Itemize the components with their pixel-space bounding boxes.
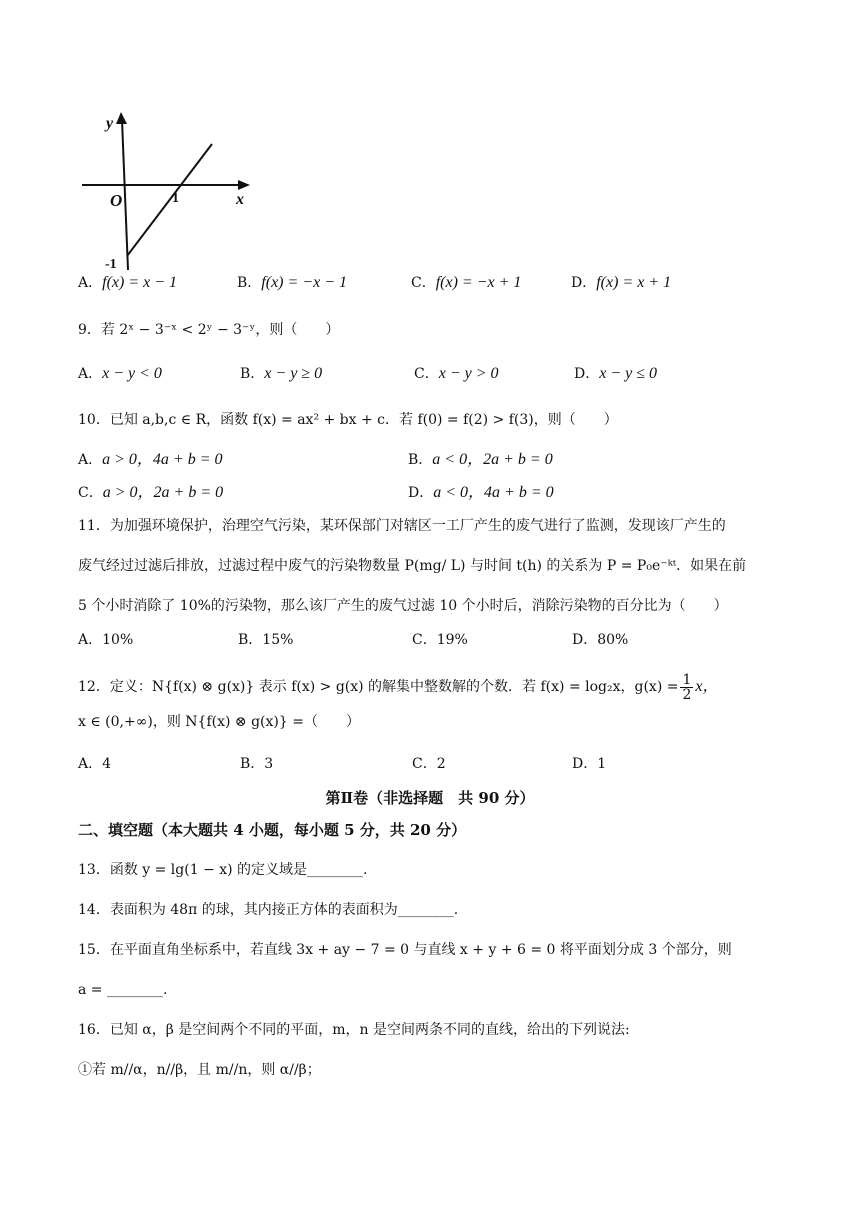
part-title: 二、填空题（本大题共 4 小题，每小题 5 分，共 20 分） [78, 821, 467, 839]
function-graph [80, 108, 256, 276]
one-half-fraction [680, 673, 693, 702]
option-text: 1 [597, 756, 607, 772]
y-axis [122, 120, 128, 270]
q10-option-c[interactable] [78, 483, 223, 503]
option-text: x − y < 0 [102, 365, 162, 382]
option-text: a < 0，2a + b = 0 [432, 451, 553, 468]
q14: 14．表面积为 48π 的球，其内接正方体的表面积为________. [78, 902, 459, 918]
option-letter: A． [78, 632, 103, 648]
q9-option-a[interactable] [78, 364, 162, 384]
option-text: x − y > 0 [438, 365, 499, 382]
fraction-denominator: 2 [682, 686, 692, 703]
q15-line-1: 15．在平面直角坐标系中，若直线 3x + ay − 7 = 0 与直线 x + y + 6 = 0 将平面划分成 3 个部分，则 [78, 942, 732, 958]
option-letter: D． [571, 275, 597, 291]
q11-option-a[interactable] [78, 630, 133, 650]
y-tick-label: -1 [105, 257, 117, 272]
q10-stem: 10．已知 a,b,c ∈ R，函数 f(x) = ax² + bx + c．若 f(0) = f(2) > f(3)，则（ ） [78, 412, 618, 428]
option-text: 2 [436, 756, 446, 772]
x-axis-label: x [236, 191, 244, 208]
option-text: x − y ≤ 0 [599, 365, 658, 382]
q9-option-d[interactable] [574, 364, 657, 384]
q12-option-b[interactable] [240, 754, 273, 774]
q11-line-3: 5 个小时消除了 10%的污染物，那么该厂产生的废气过滤 10 个小时后，消除污染物的百分比为（ ） [78, 598, 728, 614]
y-axis-arrow [116, 112, 127, 124]
option-letter: B． [408, 452, 433, 468]
option-text: 80% [597, 632, 629, 648]
q16-line-2: ①若 m//α，n//β，且 m//n，则 α//β； [78, 1062, 321, 1078]
y-axis-label: y [106, 115, 114, 132]
option-text: f(x) = −x − 1 [261, 274, 347, 291]
option-text: f(x) = x − 1 [102, 274, 178, 291]
option-letter: C． [414, 366, 439, 382]
x-tick-label: 1 [172, 191, 179, 206]
option-text: f(x) = −x + 1 [435, 274, 522, 291]
q12-option-a[interactable] [78, 754, 111, 774]
q8-option-c[interactable] [411, 273, 521, 293]
q9-option-c[interactable] [414, 364, 499, 384]
option-text: a > 0，4a + b = 0 [102, 451, 223, 468]
q12-text-b: x， [695, 678, 719, 695]
q12-text-a: 12．定义：N{f(x) ⊗ g(x)} 表示 f(x) > g(x) 的解集中整数解的个数．若 f(x) = log₂x，g(x) = [78, 679, 679, 695]
q8-option-d[interactable] [571, 273, 671, 293]
q15-line-2: a = ________. [78, 982, 168, 998]
option-letter: B． [237, 275, 262, 291]
option-letter: C． [412, 756, 437, 772]
q12-line-2: x ∈ (0,+∞)，则 N{f(x) ⊗ g(x)} =（ ） [78, 714, 360, 730]
q16-line-1: 16．已知 α，β 是空间两个不同的平面，m，n 是空间两条不同的直线，给出的下列说法: [78, 1022, 630, 1038]
option-letter: C． [412, 632, 437, 648]
q8-option-a[interactable] [78, 273, 177, 293]
q11-line-2: 废气经过过滤后排放，过滤过程中废气的污染物数量 P(mg/ L) 与时间 t(h) 的关系为 P = P₀e⁻ᵏᵗ．如果在前 [78, 558, 747, 574]
q8-option-b[interactable] [237, 273, 347, 293]
option-text: 4 [102, 756, 112, 772]
section-title: 第Ⅱ卷（非选择题 共 90 分） [325, 789, 535, 807]
q12-option-c[interactable] [412, 754, 446, 774]
x-axis-arrow [238, 180, 250, 190]
option-letter: A． [78, 275, 103, 291]
q9-stem: 9．若 2ˣ − 3⁻ˣ < 2ʸ − 3⁻ʸ，则（ ） [78, 322, 340, 338]
q12-option-d[interactable] [572, 754, 606, 774]
option-text: 10% [102, 632, 134, 648]
fraction-numerator: 1 [682, 671, 692, 688]
option-letter: B． [238, 632, 263, 648]
q13: 13．函数 y = lg(1 − x) 的定义域是________. [78, 862, 368, 878]
option-text: f(x) = x + 1 [596, 274, 672, 291]
option-letter: D． [574, 366, 600, 382]
option-text: 3 [264, 756, 274, 772]
option-letter: A． [78, 366, 103, 382]
q12-line-1 [78, 670, 719, 704]
option-letter: D． [572, 632, 598, 648]
option-letter: C． [78, 485, 103, 501]
option-text: 15% [262, 632, 294, 648]
option-letter: D． [408, 485, 434, 501]
option-text: a < 0，4a + b = 0 [433, 484, 554, 501]
q11-line-1: 11．为加强环境保护，治理空气污染，某环保部门对辖区一工厂产生的废气进行了监测，发现该厂产生的 [78, 518, 726, 534]
option-letter: B． [240, 756, 265, 772]
option-text: a > 0，2a + b = 0 [102, 484, 224, 501]
q11-option-c[interactable] [412, 630, 468, 650]
origin-label: O [110, 191, 123, 210]
option-letter: B． [240, 366, 265, 382]
q11-option-b[interactable] [238, 630, 293, 650]
option-letter: C． [411, 275, 436, 291]
function-line [127, 144, 212, 256]
option-letter: A． [78, 756, 103, 772]
q10-option-d[interactable] [408, 483, 554, 503]
q10-option-b[interactable] [408, 450, 553, 470]
q11-option-d[interactable] [572, 630, 628, 650]
option-text: 19% [436, 632, 468, 648]
option-text: x − y ≥ 0 [264, 365, 323, 382]
option-letter: A． [78, 452, 103, 468]
option-letter: D． [572, 756, 598, 772]
q9-option-b[interactable] [240, 364, 322, 384]
q10-option-a[interactable] [78, 450, 223, 470]
